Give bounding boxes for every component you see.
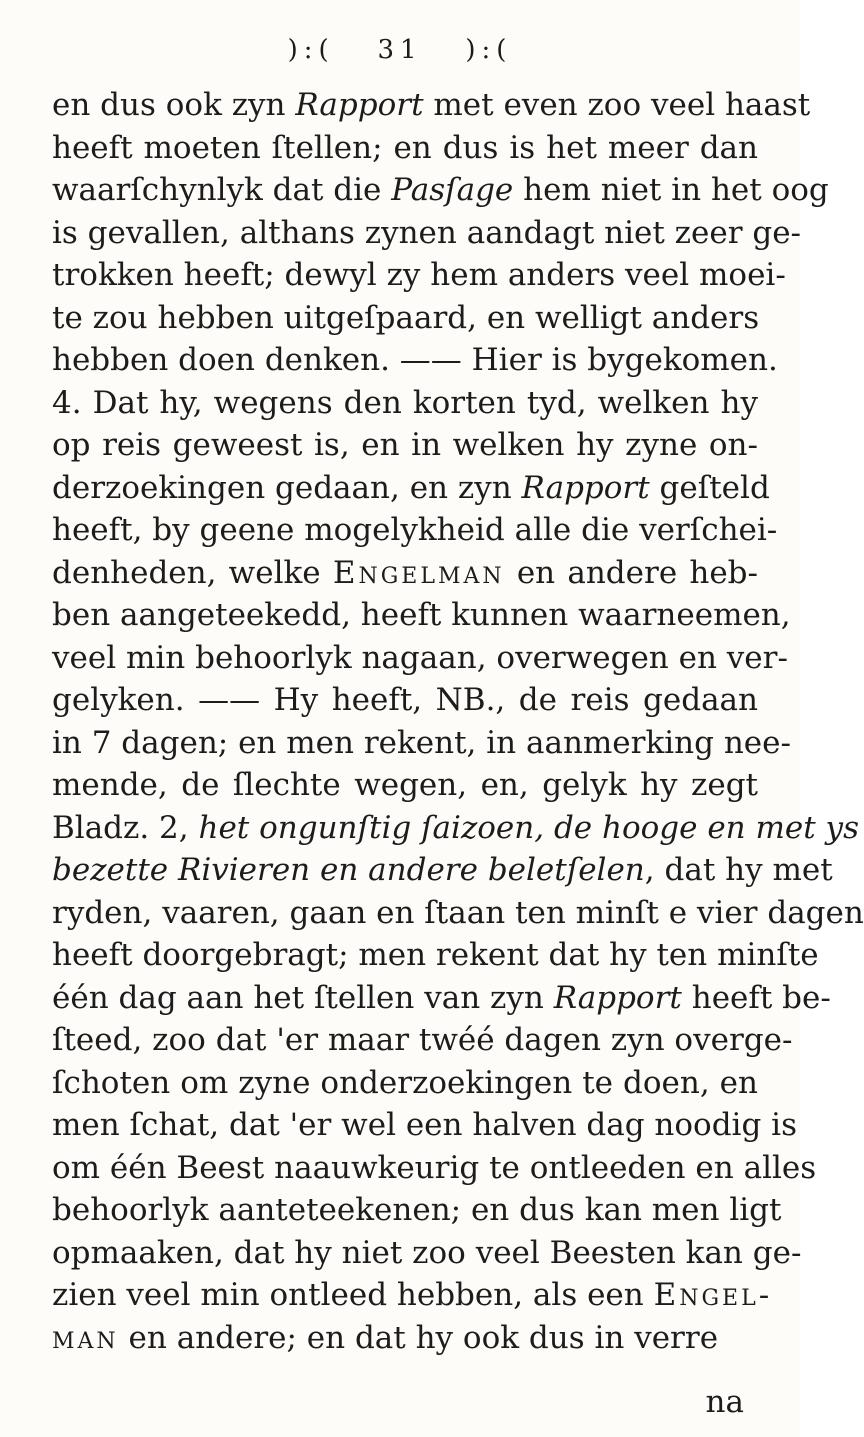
text-line bbox=[52, 1189, 782, 1232]
text-run: heeft be- bbox=[681, 979, 831, 1016]
text-line bbox=[52, 127, 758, 170]
text-run: derzoekingen gedaan, en zyn bbox=[52, 469, 522, 506]
small-caps-name: man bbox=[52, 1319, 119, 1356]
text-line bbox=[52, 1232, 802, 1275]
text-run: is gevallen, althans zynen aandagt niet zeer ge- bbox=[52, 214, 802, 251]
text-line bbox=[52, 637, 788, 680]
text-run: trokken heeft; dewyl zy hem anders veel moei- bbox=[52, 257, 786, 293]
text-line bbox=[52, 339, 778, 382]
text-run: , dat hy met bbox=[644, 852, 833, 888]
text-line bbox=[52, 1274, 773, 1317]
text-line bbox=[52, 1019, 793, 1062]
text-line bbox=[52, 764, 758, 807]
text-run: heeft, by geene mogelykheid alle die verſchei- bbox=[52, 512, 778, 548]
text-run: mende, de ſlechte wegen, en, gelyk hy zegt bbox=[52, 767, 758, 803]
italic-text: Rapport bbox=[521, 469, 650, 506]
text-run: heeft doorgebragt; men rekent dat hy ten minſte bbox=[52, 937, 819, 973]
text-line bbox=[52, 679, 758, 722]
text-line bbox=[52, 169, 829, 212]
text-run: om één Beest naauwkeurig te ontleeden en alles bbox=[52, 1149, 817, 1186]
text-line bbox=[52, 509, 778, 552]
text-run: één dag aan het ſtellen van zyn bbox=[52, 979, 554, 1016]
text-run: met even zoo veel haast bbox=[423, 87, 811, 123]
text-line bbox=[52, 1317, 758, 1360]
text-run: in 7 dagen; en men rekent, in aanmerking nee- bbox=[52, 724, 791, 761]
text-run: en andere; en dat hy ook dus in verre bbox=[118, 1319, 719, 1356]
text-run: heeft moeten ſtellen; en dus is het meer dan bbox=[52, 129, 758, 166]
text-run: waarſchynlyk dat die bbox=[52, 172, 392, 208]
text-run: veel min behoorlyk nagaan, overwegen en ver- bbox=[52, 639, 788, 676]
text-line bbox=[52, 722, 791, 765]
text-run: en dus ook zyn bbox=[52, 87, 296, 123]
text-run: 4. Dat hy, wegens den korten tyd, welken hy bbox=[52, 384, 758, 421]
text-run: zien veel min ontleed hebben, als een bbox=[52, 1277, 654, 1313]
text-line bbox=[52, 849, 833, 892]
text-run: en andere heb- bbox=[504, 554, 758, 591]
text-line bbox=[52, 1062, 758, 1105]
text-run: hem niet in het oog bbox=[513, 172, 829, 208]
text-run: opmaaken, dat hy niet zoo veel Beesten kan ge- bbox=[52, 1234, 802, 1271]
text-line bbox=[52, 297, 758, 340]
text-run: hebben doen denken. —— Hier is bygekomen. bbox=[52, 342, 778, 378]
italic-text: bezette Rivieren en andere beletſelen bbox=[52, 852, 645, 888]
catchword: na bbox=[705, 1384, 744, 1420]
text-line bbox=[52, 424, 758, 467]
text-line bbox=[52, 382, 758, 425]
header-ornament-left: ):( bbox=[287, 35, 335, 65]
text-line bbox=[52, 977, 831, 1020]
text-run: behoorlyk aanteteekenen; en dus kan men ligt bbox=[52, 1192, 782, 1228]
italic-text: Rapport bbox=[553, 979, 682, 1016]
text-line bbox=[52, 552, 758, 595]
small-caps-name: Engelman bbox=[332, 554, 505, 591]
body-text bbox=[52, 84, 864, 1359]
text-run: te zou hebben uitgeſpaard, en welligt anders bbox=[52, 299, 760, 336]
text-line bbox=[52, 594, 791, 637]
italic-text: Rapport bbox=[295, 87, 424, 123]
text-run: ryden, vaaren, gaan en ſtaan ten minſt e vier dagen bbox=[52, 894, 864, 931]
text-run: denheden, welke bbox=[52, 554, 333, 591]
text-run: Bladz. 2, bbox=[52, 809, 199, 846]
text-line bbox=[52, 892, 864, 935]
text-line bbox=[52, 254, 786, 297]
header-ornament-right: ):( bbox=[465, 35, 513, 65]
text-line bbox=[52, 1147, 817, 1190]
text-run: men ſchat, dat 'er wel een halven dag noodig is bbox=[52, 1107, 797, 1143]
text-run: geſteld bbox=[649, 469, 770, 506]
small-caps-name: Engel- bbox=[653, 1277, 773, 1313]
text-run: op reis geweest is, en in welken hy zyne on- bbox=[52, 427, 758, 463]
text-run: ſteed, zoo dat 'er maar twéé dagen zyn overge- bbox=[52, 1022, 793, 1058]
running-header bbox=[0, 30, 800, 70]
text-run: ſchoten om zyne onderzoekingen te doen, en bbox=[52, 1064, 758, 1101]
italic-text: het ongunſtig ſaizoen, de hooge en met ys bbox=[198, 809, 859, 846]
page-number: 31 bbox=[377, 35, 423, 65]
text-line bbox=[52, 807, 859, 850]
text-run: gelyken. —— Hy heeft, NB., de reis gedaan bbox=[52, 682, 758, 718]
text-line bbox=[52, 212, 802, 255]
italic-text: Pasſage bbox=[391, 172, 514, 208]
text-line bbox=[52, 934, 819, 977]
text-line bbox=[52, 1104, 797, 1147]
text-line bbox=[52, 84, 811, 127]
text-run: ben aangeteekedd, heeft kunnen waarneemen, bbox=[52, 597, 791, 633]
text-line bbox=[52, 467, 770, 510]
